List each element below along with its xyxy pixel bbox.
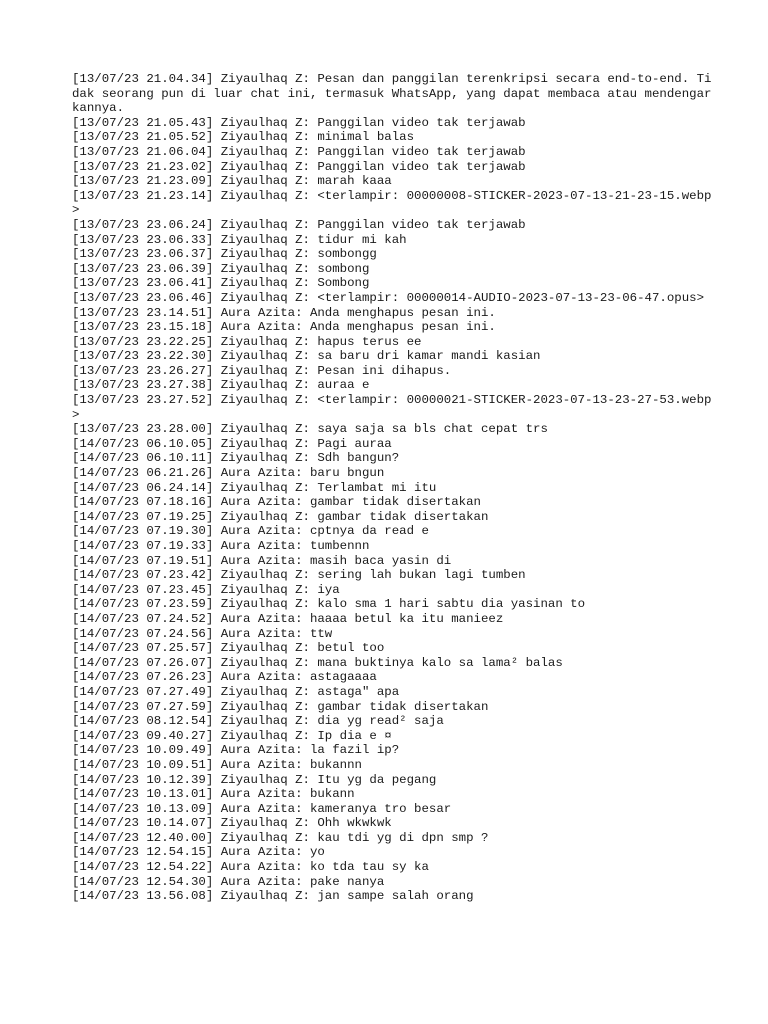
chat-message-line: [14/07/23 12.54.30] Aura Azita: pake nanya — [72, 874, 385, 889]
chat-message-line: [14/07/23 07.19.30] Aura Azita: cptnya da read e — [72, 524, 429, 539]
chat-message-line: [14/07/23 07.19.51] Aura Azita: masih baca yasin di — [72, 553, 452, 568]
chat-message-line: [13/07/23 23.28.00] Ziyaulhaq Z: saya saja sa bls chat cepat trs — [72, 422, 548, 437]
chat-message-line: [14/07/23 10.09.51] Aura Azita: bukannn — [72, 757, 362, 772]
chat-message-line: [14/07/23 09.40.27] Ziyaulhaq Z: Ip dia e ¤ — [72, 728, 392, 743]
chat-message-line: [14/07/23 12.54.22] Aura Azita: ko tda tau sy ka — [72, 860, 429, 875]
chat-message-line: [13/07/23 21.05.43] Ziyaulhaq Z: Panggilan video tak terjawab — [72, 115, 526, 130]
chat-message-line: [13/07/23 23.06.37] Ziyaulhaq Z: sombongg — [72, 247, 377, 262]
chat-message-line: [14/07/23 07.25.57] Ziyaulhaq Z: betul too — [72, 641, 385, 656]
chat-message-line: [14/07/23 07.24.52] Aura Azita: haaaa betul ka itu manieez — [72, 611, 504, 626]
chat-message-line: [13/07/23 23.06.33] Ziyaulhaq Z: tidur mi kah — [72, 232, 407, 247]
chat-message-line: [13/07/23 23.27.38] Ziyaulhaq Z: auraa e — [72, 378, 370, 393]
chat-message-line: [14/07/23 10.12.39] Ziyaulhaq Z: Itu yg da pegang — [72, 772, 437, 787]
chat-message-line: [14/07/23 07.19.25] Ziyaulhaq Z: gambar tidak disertakan — [72, 509, 489, 524]
chat-message-line: [14/07/23 06.24.14] Ziyaulhaq Z: Terlambat mi itu — [72, 480, 437, 495]
chat-message-line: [14/07/23 07.23.59] Ziyaulhaq Z: kalo sma 1 hari sabtu dia yasinan to — [72, 597, 586, 612]
chat-message-line: [13/07/23 23.06.46] Ziyaulhaq Z: <terlampir: 00000014-AUDIO-2023-07-13-23-06-47.opus> — [72, 290, 705, 305]
chat-message-line: [13/07/23 21.23.02] Ziyaulhaq Z: Panggilan video tak terjawab — [72, 159, 526, 174]
chat-message-line: [13/07/23 23.06.24] Ziyaulhaq Z: Panggilan video tak terjawab — [72, 217, 526, 232]
chat-message-line: [14/07/23 07.18.16] Aura Azita: gambar tidak disertakan — [72, 495, 481, 510]
chat-message-line: [14/07/23 10.13.09] Aura Azita: kameranya tro besar — [72, 801, 452, 816]
chat-message-line: [14/07/23 07.23.42] Ziyaulhaq Z: sering lah bukan lagi tumben — [72, 568, 526, 583]
chat-message-line: [13/07/23 21.05.52] Ziyaulhaq Z: minimal balas — [72, 130, 415, 145]
chat-message-line: [14/07/23 07.24.56] Aura Azita: ttw — [72, 626, 333, 641]
chat-message-line: [13/07/23 21.04.34] Ziyaulhaq Z: Pesan dan panggilan terenkripsi secara end-to-end. Tidak seorang pun di luar chat ini, termasuk WhatsApp, yang dapat membaca atau mendengarkannya. — [72, 72, 712, 116]
chat-message-line: [14/07/23 10.14.07] Ziyaulhaq Z: Ohh wkwkwk — [72, 816, 392, 831]
chat-message-line: [13/07/23 23.27.52] Ziyaulhaq Z: <terlampir: 00000021-STICKER-2023-07-13-23-27-53.webp> — [72, 393, 712, 422]
chat-message-line: [14/07/23 10.13.01] Aura Azita: bukann — [72, 787, 355, 802]
chat-message-line: [14/07/23 08.12.54] Ziyaulhaq Z: dia yg read² saja — [72, 714, 444, 729]
chat-message-line: [14/07/23 12.54.15] Aura Azita: yo — [72, 845, 325, 860]
chat-transcript — [72, 72, 712, 904]
chat-message-line: [13/07/23 21.23.14] Ziyaulhaq Z: <terlampir: 00000008-STICKER-2023-07-13-21-23-15.webp> — [72, 188, 712, 218]
chat-message-line: [13/07/23 23.06.39] Ziyaulhaq Z: sombong — [72, 261, 370, 276]
chat-message-line: [14/07/23 06.21.26] Aura Azita: baru bngun — [72, 466, 385, 481]
chat-message-line: [14/07/23 07.23.45] Ziyaulhaq Z: iya — [72, 582, 340, 597]
chat-message-line: [14/07/23 13.56.08] Ziyaulhaq Z: jan sampe salah orang — [72, 889, 474, 904]
chat-message-line: [14/07/23 07.27.59] Ziyaulhaq Z: gambar tidak disertakan — [72, 699, 489, 714]
chat-message-line: [13/07/23 23.14.51] Aura Azita: Anda menghapus pesan ini. — [72, 305, 496, 320]
chat-message-line: [13/07/23 21.23.09] Ziyaulhaq Z: marah kaaa — [72, 174, 392, 189]
chat-message-line: [14/07/23 12.40.00] Ziyaulhaq Z: kau tdi yg di dpn smp ? — [72, 830, 489, 845]
chat-message-line: [14/07/23 10.09.49] Aura Azita: la fazil ip? — [72, 743, 400, 758]
chat-message-line: [13/07/23 23.22.30] Ziyaulhaq Z: sa baru dri kamar mandi kasian — [72, 349, 541, 364]
chat-message-line: [13/07/23 23.06.41] Ziyaulhaq Z: Sombong — [72, 276, 370, 291]
chat-message-line: [14/07/23 07.26.07] Ziyaulhaq Z: mana buktinya kalo sa lama² balas — [72, 655, 563, 670]
chat-message-line: [13/07/23 23.15.18] Aura Azita: Anda menghapus pesan ini. — [72, 320, 496, 335]
chat-message-line: [14/07/23 06.10.11] Ziyaulhaq Z: Sdh bangun? — [72, 451, 400, 466]
chat-message-line: [13/07/23 23.22.25] Ziyaulhaq Z: hapus terus ee — [72, 334, 422, 349]
chat-message-line: [13/07/23 23.26.27] Ziyaulhaq Z: Pesan ini dihapus. — [72, 363, 452, 378]
chat-message-line: [14/07/23 07.26.23] Aura Azita: astagaaaa — [72, 670, 377, 685]
chat-message-line: [14/07/23 06.10.05] Ziyaulhaq Z: Pagi auraa — [72, 436, 392, 451]
chat-message-line: [13/07/23 21.06.04] Ziyaulhaq Z: Panggilan video tak terjawab — [72, 144, 526, 159]
chat-message-line: [14/07/23 07.27.49] Ziyaulhaq Z: astaga" apa — [72, 684, 400, 699]
chat-message-line: [14/07/23 07.19.33] Aura Azita: tumbennn — [72, 539, 370, 553]
